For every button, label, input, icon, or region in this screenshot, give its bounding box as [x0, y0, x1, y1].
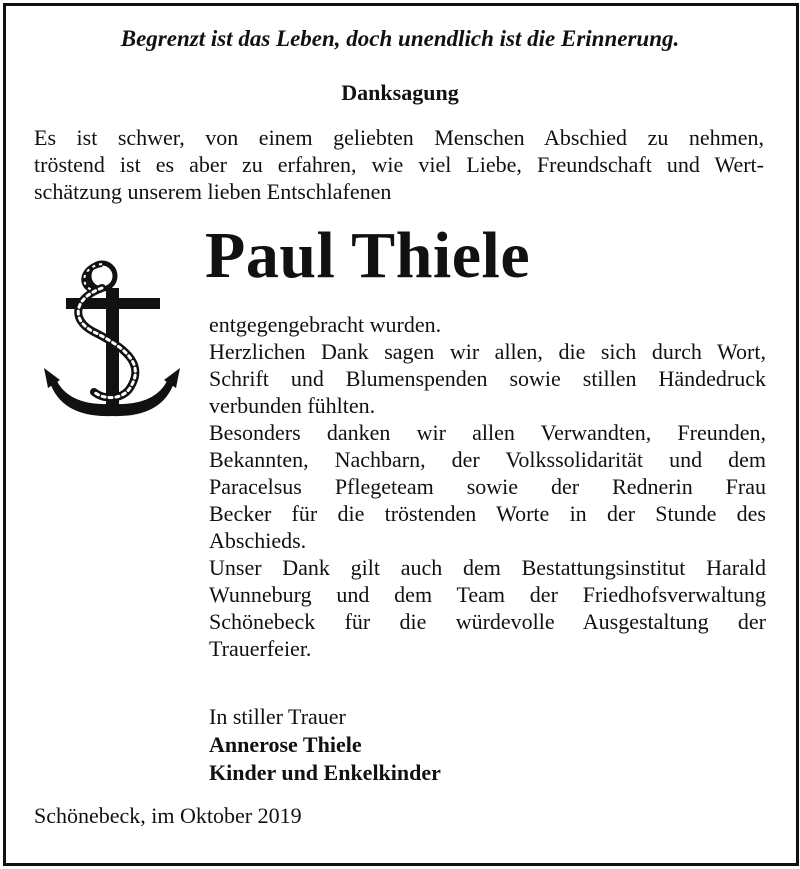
intro-line: schätzung unserem lieben Entschlafenen: [34, 179, 392, 204]
motto: Begrenzt ist das Leben, doch unendlich ist die Erinnerung.: [120, 26, 680, 51]
body-line: Paracelsus Pflegeteam sowie der Rednerin Frau: [209, 474, 766, 499]
body-line: Schönebeck für die würdevolle Ausgestaltung der: [209, 609, 766, 634]
deceased-name: Paul Thiele: [205, 219, 531, 292]
body-line: Bekannten, Nachbarn, der Volkssolidarität und dem: [209, 447, 766, 472]
body-line: Abschieds.: [209, 528, 307, 553]
closing-phrase: In stiller Trauer: [209, 704, 346, 729]
heading-danksagung: Danksagung: [341, 80, 459, 105]
body-line: Herzlichen Dank sagen wir allen, die sich durch Wort,: [209, 339, 766, 364]
intro-line: Es ist schwer, von einem geliebten Menschen Abschied zu nehmen,: [34, 125, 764, 150]
body-paragraph: [209, 311, 766, 662]
intro-paragraph: [34, 124, 764, 205]
closing-block: [209, 703, 441, 787]
body-line: Trauerfeier.: [209, 636, 312, 661]
body-line: Unser Dank gilt auch dem Bestattungsinstitut Harald: [209, 555, 766, 580]
signer-name: Annerose Thiele: [209, 732, 362, 757]
body-line: verbunden fühlten.: [209, 393, 376, 418]
body-line: Wunneburg und dem Team der Friedhofsverwaltung: [209, 582, 766, 607]
place-date: Schönebeck, im Oktober 2019: [34, 803, 302, 828]
anchor-with-rope-icon: [44, 258, 180, 422]
signer-family: Kinder und Enkelkinder: [209, 760, 441, 785]
body-line: entgegengebracht wurden.: [209, 312, 442, 337]
body-line: Schrift und Blumenspenden sowie stillen Händedruck: [209, 366, 766, 391]
intro-line: tröstend ist es aber zu erfahren, wie viel Liebe, Freundschaft und Wert-: [34, 152, 764, 177]
body-line: Becker für die tröstenden Worte in der Stunde des: [209, 501, 766, 526]
body-line: Besonders danken wir allen Verwandten, Freunden,: [209, 420, 766, 445]
